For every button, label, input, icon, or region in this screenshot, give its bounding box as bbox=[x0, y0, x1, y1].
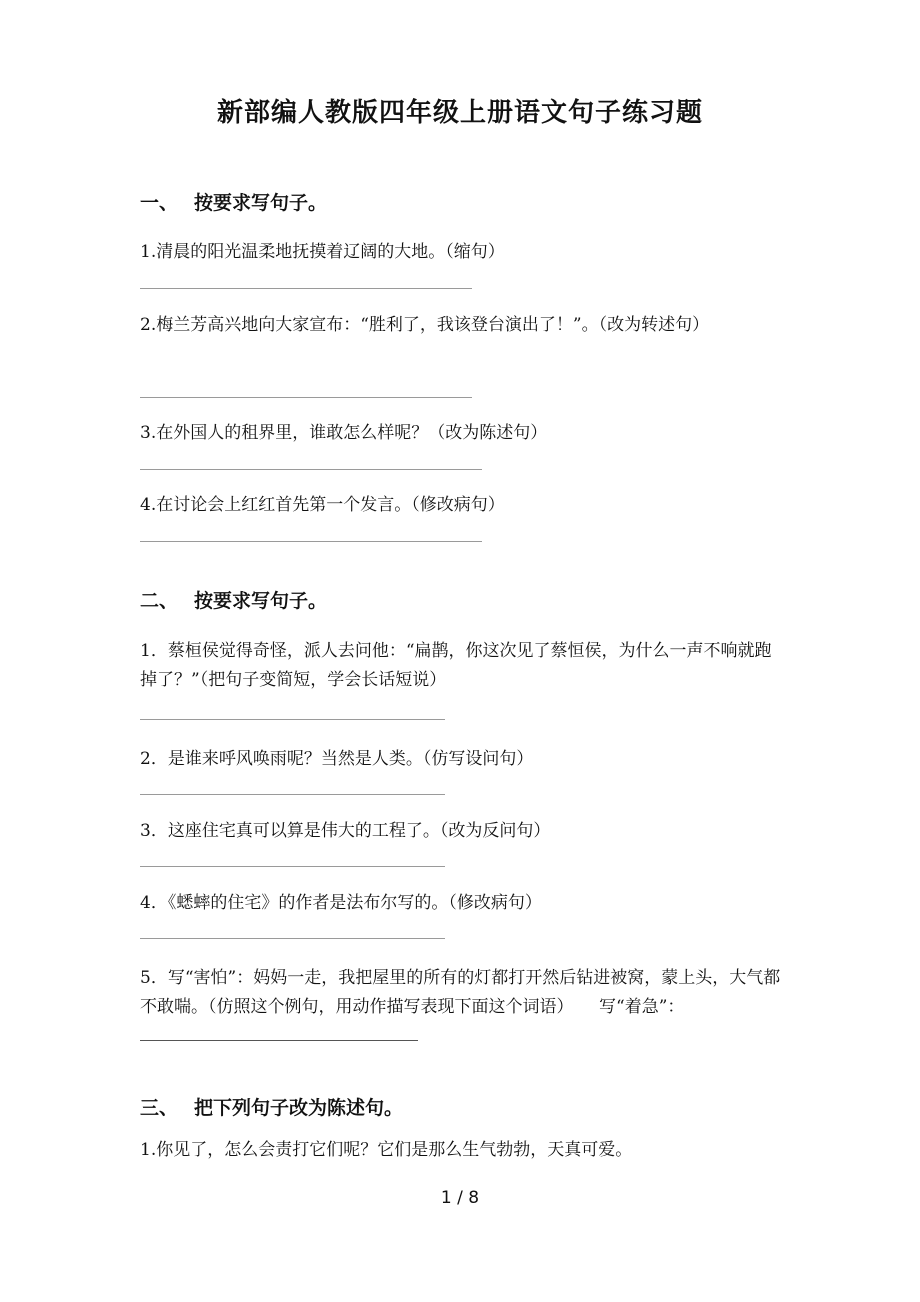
question-1-1: 1.清晨的阳光温柔地抚摸着辽阔的大地。（缩句） bbox=[140, 242, 505, 262]
question-1-2: 2.梅兰芳高兴地向大家宣布：“胜利了，我该登台演出了！”。（改为转述句） bbox=[140, 315, 710, 335]
section-heading-2 bbox=[140, 586, 327, 613]
answer-line bbox=[140, 719, 445, 720]
question-2-5 bbox=[140, 964, 785, 1051]
inline-answer-blank bbox=[140, 1039, 418, 1041]
section-title: 按要求写句子。 bbox=[194, 590, 328, 612]
answer-line bbox=[140, 541, 482, 542]
question-2-2: 2．是谁来呼风唤雨呢？当然是人类。（仿写设问句） bbox=[140, 749, 534, 769]
page-title: 新部编人教版四年级上册语文句子练习题 bbox=[216, 98, 703, 128]
page-number: 1 / 8 bbox=[440, 1188, 480, 1208]
section-heading-3 bbox=[140, 1093, 403, 1120]
section-title: 把下列句子改为陈述句。 bbox=[194, 1097, 404, 1119]
answer-line bbox=[140, 794, 445, 795]
section-heading-1 bbox=[140, 188, 327, 215]
section-number: 一、 bbox=[140, 192, 179, 214]
question-3-1: 1.你见了，怎么会责打它们呢？它们是那么生气勃勃，天真可爱。 bbox=[140, 1140, 633, 1160]
question-2-3: 3．这座住宅真可以算是伟大的工程了。（改为反问句） bbox=[140, 821, 551, 841]
section-number: 二、 bbox=[140, 590, 179, 612]
answer-line bbox=[140, 397, 472, 398]
question-1-4: 4.在讨论会上红红首先第一个发言。（修改病句） bbox=[140, 495, 505, 515]
section-number: 三、 bbox=[140, 1097, 179, 1119]
answer-line bbox=[140, 938, 445, 939]
question-text: 5．写“害怕”：妈妈一走，我把屋里的所有的灯都打开然后钻进被窝，蒙上头，大气都不敢喘。（仿照这个例句，用动作描写表现下面这个词语） 写“着急”： bbox=[140, 968, 781, 1017]
answer-line bbox=[140, 288, 472, 289]
question-2-4: 4．《蟋蟀的住宅》的作者是法布尔写的。（修改病句） bbox=[140, 893, 542, 913]
question-1-3: 3.在外国人的租界里，谁敢怎么样呢？（改为陈述句） bbox=[140, 423, 548, 443]
answer-line bbox=[140, 866, 445, 867]
answer-line bbox=[140, 469, 482, 470]
section-title: 按要求写句子。 bbox=[194, 192, 328, 214]
question-2-1: 1．蔡桓侯觉得奇怪，派人去问他：“扁鹊，你这次见了蔡恒侯，为什么一声不响就跑掉了？”（把句子变简短，学会长话短说） bbox=[140, 641, 772, 690]
